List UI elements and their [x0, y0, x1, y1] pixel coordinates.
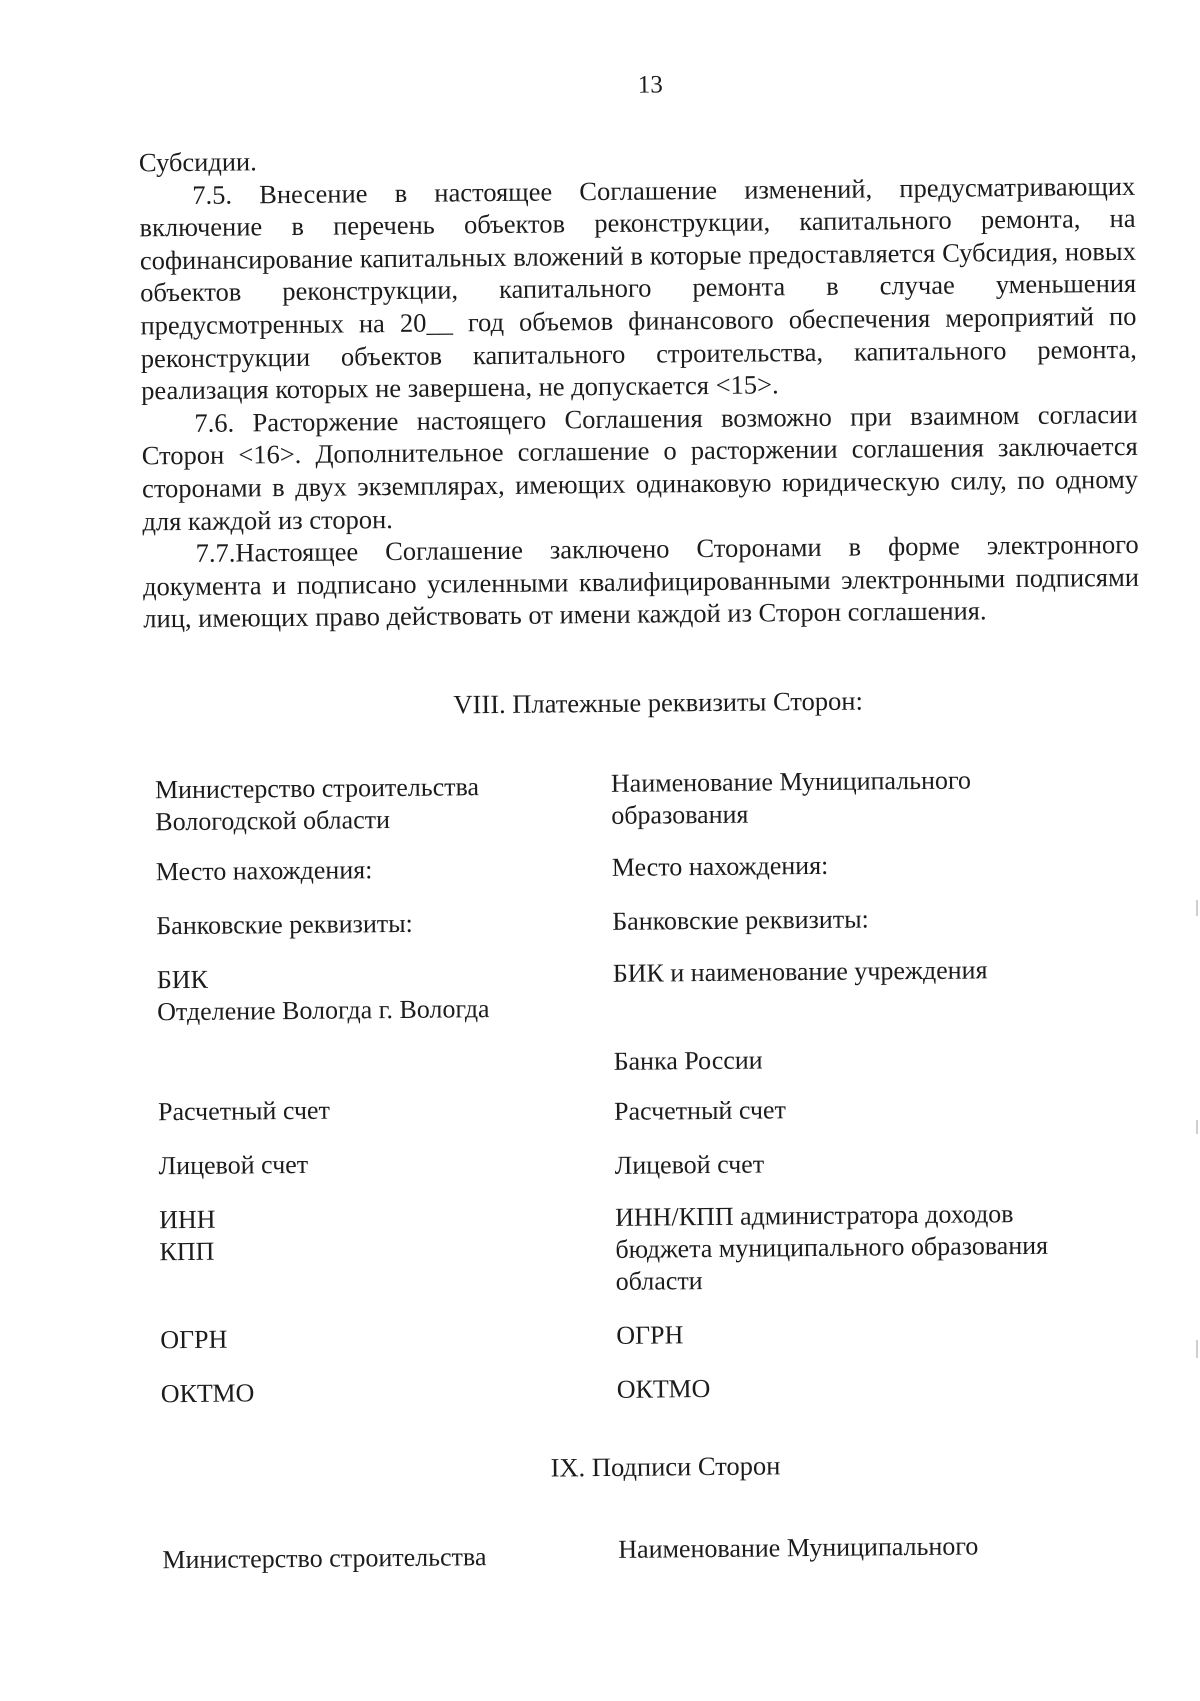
right-org-line-2: образования [611, 799, 749, 830]
left-org-line-2: Вологодской области [155, 805, 391, 837]
paragraph-7-7: 7.7.Настоящее Соглашение заключено Сторонами в форме электронного документа и подписано усиленными квалифицированными электронными подписями лиц, имеющих право действовать от имени каждой из Сторон соглашения. [142, 528, 1140, 634]
paragraph-continuation: Субсидии. [138, 146, 257, 178]
signature-left-org: Министерство строительства [162, 1542, 487, 1575]
right-inn-kpp-line-2: бюджета муниципального образования [615, 1230, 1049, 1264]
left-location: Место нахождения: [155, 855, 373, 887]
left-inn: ИНН [158, 1204, 216, 1235]
left-org-name [155, 771, 480, 838]
page-number: 13 [637, 71, 663, 99]
right-bank-russia: Банка России [613, 1045, 763, 1076]
paragraph-7-5: 7.5. Внесение в настоящее Соглашение изменений, предусматривающих включение в перечень объектов реконструкции, капитального ремонта, на софинансирование капитальных вложений в которые предоставляется Субсидия, новых объектов реконструкции, капитального ремонта в случае уменьшения предусмотренных на 20__ год объемов финансового обеспечения мероприятий по реконструкции объектов капитального строительства, капитального ремонта, реализация которых не завершена, не допускается <15>. [139, 170, 1137, 406]
left-bik [157, 961, 490, 1028]
section-9-title: IX. Подписи Сторон [550, 1450, 781, 1483]
left-bank-branch: Отделение Вологда г. Вологда [156, 994, 490, 1027]
left-kpp: КПП [159, 1236, 215, 1267]
right-inn-kpp [615, 1198, 1049, 1298]
left-oktmo: ОКТМО [160, 1378, 255, 1409]
right-inn-kpp-line-3: области [615, 1266, 703, 1296]
signature-right-org: Наименование Муниципального [618, 1531, 979, 1564]
right-org-name [611, 764, 972, 831]
right-oktmo: ОКТМО [616, 1374, 711, 1404]
right-personal-account: Лицевой счет [614, 1149, 765, 1180]
left-inn-kpp [159, 1204, 216, 1269]
section-8-title: VIII. Платежные реквизиты Сторон: [453, 685, 864, 720]
right-bik: БИК и наименование учреждения [612, 955, 988, 988]
left-bik-label: БИК [156, 964, 209, 995]
paragraph-7-6: 7.6. Расторжение настоящего Соглашения возможно при взаимном согласии Сторон <16>. Дополнительное соглашение о расторжении соглашения заключается сторонами в двух экземплярах, имеющих одинаковую юридическую силу, по одному для каждой из сторон. [141, 398, 1139, 536]
scan-edge-mark [1196, 1340, 1198, 1358]
right-inn-kpp-line-1: ИНН/КПП администратора доходов [614, 1199, 1014, 1232]
left-settlement-account: Расчетный счет [157, 1095, 331, 1127]
scan-edge-mark [1196, 1120, 1198, 1134]
right-org-line-1: Наименование Муниципального [610, 765, 972, 798]
left-bank-details: Банковские реквизиты: [156, 908, 413, 941]
body-text [139, 137, 1140, 635]
right-settlement-account: Расчетный счет [613, 1095, 787, 1126]
right-location: Место нахождения: [611, 850, 829, 882]
right-bank-details: Банковские реквизиты: [612, 904, 869, 936]
scan-edge-mark [1196, 900, 1198, 916]
left-org-line-1: Министерство строительства [154, 772, 480, 805]
left-personal-account: Лицевой счет [158, 1149, 309, 1181]
right-ogrn: ОГРН [616, 1320, 684, 1350]
left-ogrn: ОГРН [160, 1324, 228, 1355]
